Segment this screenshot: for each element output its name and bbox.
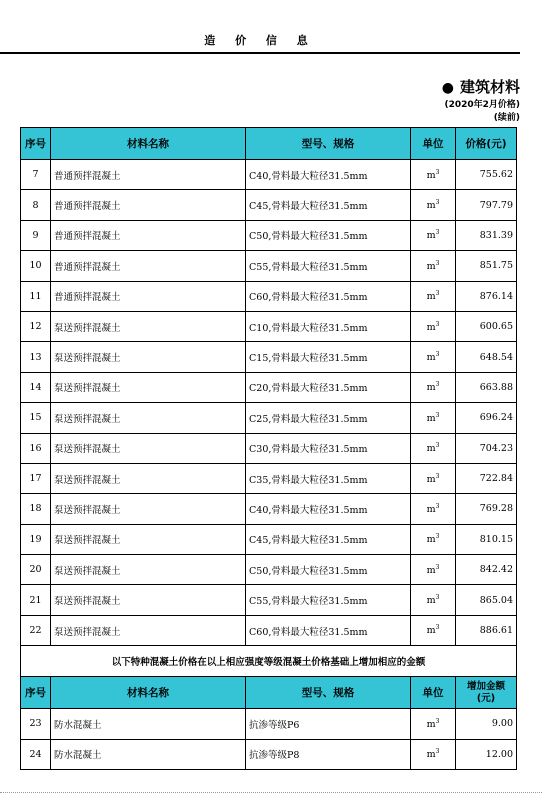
spec: C20,骨料最大粒径31.5mm [246, 372, 411, 402]
table-row [21, 433, 517, 463]
spec: C45,骨料最大粒径31.5mm [246, 190, 411, 220]
unit-sup: 3 [435, 442, 440, 450]
table-row [21, 342, 517, 372]
table-row [21, 463, 517, 493]
price: 842.42 [456, 555, 517, 585]
unit-text: m [426, 321, 436, 333]
spec: C60,骨料最大粒径31.5mm [246, 281, 411, 311]
unit-sup: 3 [435, 411, 440, 419]
row-no: 14 [21, 372, 51, 402]
row-no: 22 [21, 615, 51, 645]
price: 648.54 [456, 342, 517, 372]
unit [411, 160, 456, 190]
unit [411, 220, 456, 250]
unit-text: m [426, 534, 436, 546]
spec: C15,骨料最大粒径31.5mm [246, 342, 411, 372]
material-name: 普通预拌混凝土 [51, 251, 246, 281]
row-no: 21 [21, 585, 51, 615]
unit-sup: 3 [435, 472, 440, 480]
unit-text: m [426, 230, 436, 242]
bullet-icon: ● [441, 80, 454, 96]
material-name: 泵送预拌混凝土 [51, 311, 246, 341]
table-row [21, 372, 517, 402]
price: 704.23 [456, 433, 517, 463]
col2-header-name: 材料名称 [51, 677, 246, 709]
unit-sup: 3 [435, 259, 440, 267]
price: 696.24 [456, 403, 517, 433]
col2-header-spec: 型号、规格 [246, 677, 411, 709]
table-row [21, 160, 517, 190]
price: 851.75 [456, 251, 517, 281]
row-no: 8 [21, 190, 51, 220]
material-name: 泵送预拌混凝土 [51, 494, 246, 524]
spec: C45,骨料最大粒径31.5mm [246, 524, 411, 554]
row-no: 17 [21, 463, 51, 493]
row-no: 12 [21, 311, 51, 341]
unit [411, 463, 456, 493]
unit [411, 494, 456, 524]
row-no: 15 [21, 403, 51, 433]
unit [411, 342, 456, 372]
spec: C50,骨料最大粒径31.5mm [246, 220, 411, 250]
row-no: 9 [21, 220, 51, 250]
unit [411, 585, 456, 615]
col2-header-increase [456, 677, 517, 709]
unit-text: m [426, 291, 436, 303]
unit-text: m [426, 352, 436, 364]
unit [411, 281, 456, 311]
unit [411, 251, 456, 281]
footer-divider [0, 792, 542, 793]
unit [411, 615, 456, 645]
spec: 抗渗等级P6 [246, 709, 411, 739]
row-no: 18 [21, 494, 51, 524]
table-row [21, 494, 517, 524]
increase-label: 增加金额 [466, 680, 505, 692]
note-row [21, 646, 517, 677]
material-name: 防水混凝土 [51, 739, 246, 769]
unit-text: m [426, 749, 436, 761]
material-name: 普通预拌混凝土 [51, 190, 246, 220]
table-row [21, 220, 517, 250]
row-no: 24 [21, 739, 51, 769]
unit-text: m [426, 473, 436, 485]
spec: C40,骨料最大粒径31.5mm [246, 160, 411, 190]
table-row [21, 739, 517, 769]
page-header: 造 价 信 息 [0, 32, 520, 54]
unit [411, 372, 456, 402]
price: 876.14 [456, 281, 517, 311]
price: 9.00 [456, 709, 517, 739]
row-no: 10 [21, 251, 51, 281]
material-price-table [20, 127, 517, 770]
unit-sup: 3 [435, 350, 440, 358]
material-name: 泵送预拌混凝土 [51, 555, 246, 585]
table-row [21, 585, 517, 615]
material-name: 泵送预拌混凝土 [51, 403, 246, 433]
row-no: 19 [21, 524, 51, 554]
spec: C60,骨料最大粒径31.5mm [246, 615, 411, 645]
material-name: 泵送预拌混凝土 [51, 342, 246, 372]
price: 831.39 [456, 220, 517, 250]
col-header-price: 价格(元) [456, 128, 517, 160]
spec: 抗渗等级P8 [246, 739, 411, 769]
table-row [21, 709, 517, 739]
unit [411, 739, 456, 769]
unit-text: m [426, 412, 436, 424]
material-name: 泵送预拌混凝土 [51, 433, 246, 463]
unit-sup: 3 [435, 748, 440, 756]
section-title-text: 建筑材料 [459, 78, 520, 96]
price: 810.15 [456, 524, 517, 554]
spec: C50,骨料最大粒径31.5mm [246, 555, 411, 585]
spec: C25,骨料最大粒径31.5mm [246, 403, 411, 433]
price: 865.04 [456, 585, 517, 615]
price-date: (2020年2月价格) [444, 100, 520, 110]
material-name: 普通预拌混凝土 [51, 281, 246, 311]
section-title [442, 76, 520, 97]
unit-text: m [426, 504, 436, 516]
spec: C40,骨料最大粒径31.5mm [246, 494, 411, 524]
unit-sup: 3 [435, 381, 440, 389]
unit-text: m [426, 382, 436, 394]
table-row [21, 615, 517, 645]
spec: C35,骨料最大粒径31.5mm [246, 463, 411, 493]
row-no: 13 [21, 342, 51, 372]
row-no: 11 [21, 281, 51, 311]
table-row [21, 251, 517, 281]
unit-text: m [426, 260, 436, 272]
table2-header-row [21, 677, 517, 709]
col-header-spec: 型号、规格 [246, 128, 411, 160]
spec: C55,骨料最大粒径31.5mm [246, 585, 411, 615]
col-header-no: 序号 [21, 128, 51, 160]
unit [411, 403, 456, 433]
unit-sup: 3 [435, 320, 440, 328]
col2-header-unit: 单位 [411, 677, 456, 709]
continued-note: (续前) [493, 113, 520, 123]
unit [411, 555, 456, 585]
unit-text: m [426, 719, 436, 731]
unit-text: m [426, 564, 436, 576]
material-name: 泵送预拌混凝土 [51, 463, 246, 493]
table-row [21, 403, 517, 433]
table-body [21, 160, 517, 646]
col-header-unit: 单位 [411, 128, 456, 160]
unit-text: m [426, 595, 436, 607]
material-name: 普通预拌混凝土 [51, 220, 246, 250]
spec: C10,骨料最大粒径31.5mm [246, 311, 411, 341]
unit [411, 190, 456, 220]
price: 722.84 [456, 463, 517, 493]
col-header-name: 材料名称 [51, 128, 246, 160]
price: 755.62 [456, 160, 517, 190]
note-text: 以下特种混凝土价格在以上相应强度等级混凝土价格基础上增加相应的金额 [21, 646, 517, 677]
row-no: 20 [21, 555, 51, 585]
col2-header-no: 序号 [21, 677, 51, 709]
unit-sup: 3 [435, 717, 440, 725]
unit [411, 433, 456, 463]
price: 797.79 [456, 190, 517, 220]
table-row [21, 524, 517, 554]
material-name: 防水混凝土 [51, 709, 246, 739]
unit-sup: 3 [435, 533, 440, 541]
spec: C30,骨料最大粒径31.5mm [246, 433, 411, 463]
material-name: 普通预拌混凝土 [51, 160, 246, 190]
price: 886.61 [456, 615, 517, 645]
row-no: 16 [21, 433, 51, 463]
price: 600.65 [456, 311, 517, 341]
material-name: 泵送预拌混凝土 [51, 524, 246, 554]
unit-sup: 3 [435, 199, 440, 206]
unit-text: m [426, 625, 436, 637]
unit-sup: 3 [435, 229, 440, 237]
price: 663.88 [456, 372, 517, 402]
table-row [21, 311, 517, 341]
row-no: 23 [21, 709, 51, 739]
unit-text: m [426, 443, 436, 455]
table-row [21, 281, 517, 311]
unit-text: m [426, 169, 436, 181]
unit [411, 311, 456, 341]
unit-sup: 3 [435, 290, 440, 298]
table-row [21, 190, 517, 220]
row-no: 7 [21, 160, 51, 190]
price: 12.00 [456, 739, 517, 769]
unit-sup: 3 [435, 502, 440, 510]
material-name: 泵送预拌混凝土 [51, 372, 246, 402]
table2-body [21, 709, 517, 770]
unit-sup: 3 [435, 624, 440, 632]
table-header-row [21, 128, 517, 160]
unit [411, 709, 456, 739]
unit-sup: 3 [435, 594, 440, 602]
increase-unit: (元) [476, 692, 496, 704]
material-name: 泵送预拌混凝土 [51, 585, 246, 615]
price: 769.28 [456, 494, 517, 524]
unit-text: m [426, 200, 436, 212]
spec: C55,骨料最大粒径31.5mm [246, 251, 411, 281]
table-row [21, 555, 517, 585]
unit-sup: 3 [435, 563, 440, 571]
unit-sup: 3 [435, 168, 440, 176]
material-name: 泵送预拌混凝土 [51, 615, 246, 645]
unit [411, 524, 456, 554]
